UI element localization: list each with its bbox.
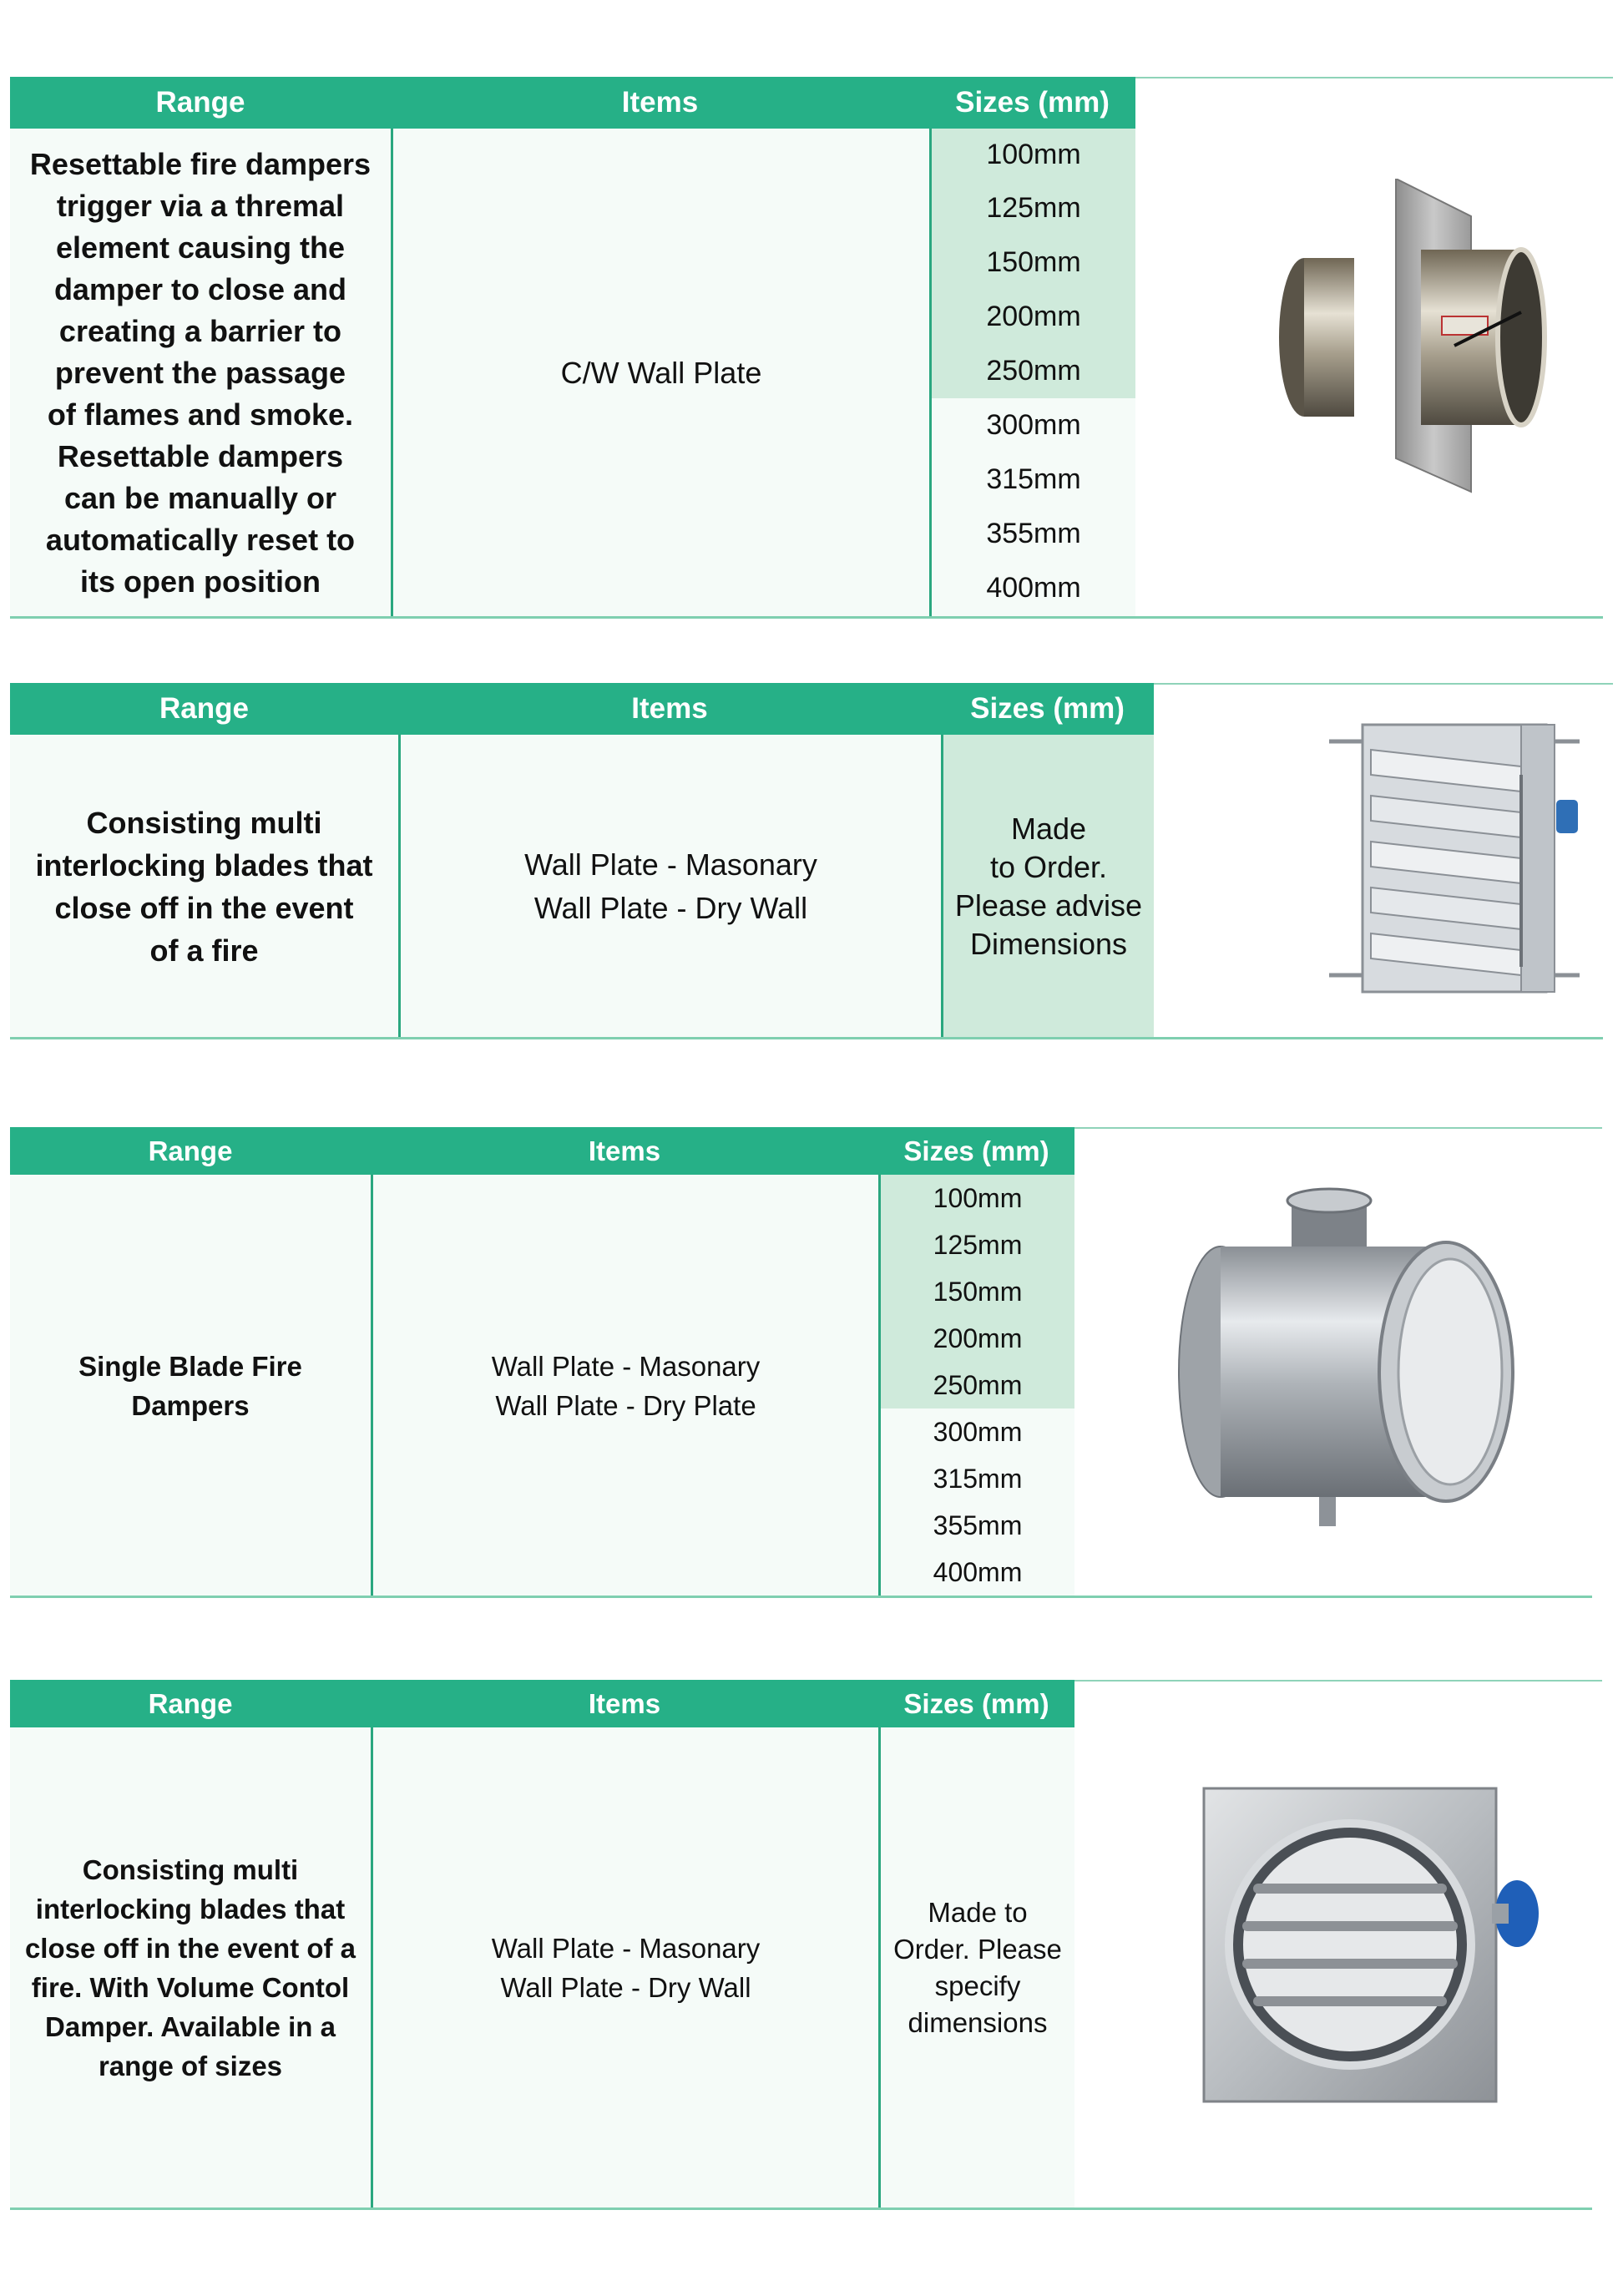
table-3-items-cell: [371, 1175, 878, 1596]
table-2-sizes-cell: [941, 735, 1154, 1038]
rectangular-multi-blade-fire-damper: [1329, 716, 1596, 1004]
table-4-top-rule: [1074, 1680, 1602, 1682]
size-item: 125mm: [881, 1221, 1074, 1268]
table-4-sizes-text: Made to Order. Please specify dimensions: [893, 1897, 1062, 2038]
table-2-top-rule: [1154, 683, 1613, 685]
table-2: [10, 683, 1613, 1040]
table-1-header-range: Range: [10, 77, 391, 129]
table-4-sizes-cell: [878, 1727, 1074, 2208]
table-3-items-text: Wall Plate - Masonary Wall Plate - Dry Plate: [491, 1350, 761, 1421]
size-item: 400mm: [933, 1556, 1023, 1587]
size-item: 355mm: [986, 518, 1081, 549]
size-item: 200mm: [881, 1315, 1074, 1362]
table-3-range-cell: [10, 1175, 371, 1596]
round-resettable-fire-damper-with-wall-plate: [1271, 179, 1555, 496]
table-3-range-text: Single Blade Fire Dampers: [78, 1350, 302, 1421]
table-4-header-range: Range: [10, 1680, 371, 1727]
size-item: 400mm: [986, 572, 1081, 604]
table-2-sizes-text: Made to Order. Please advise Dimensions: [954, 811, 1143, 961]
table-2-items-text: Wall Plate - Masonary Wall Plate - Dry Wall: [524, 847, 817, 925]
table-3-header-items: Items: [371, 1127, 878, 1175]
table-3-header-sizes: Sizes (mm): [878, 1127, 1074, 1175]
table-3-sizes-cell: [878, 1175, 1074, 1596]
table-1-items-text: C/W Wall Plate: [560, 356, 762, 390]
table-1-range-cell: [10, 129, 391, 618]
size-item: 200mm: [932, 290, 1135, 344]
table-3-header-range: Range: [10, 1127, 371, 1175]
table-1-range-text: Resettable fire dampers trigger via a thremal element causing the damper to close and creating a barrier to prevent the passage of flames and smoke. Resettable dampers can be manually or automatically reset to its open position: [29, 147, 372, 599]
table-1-bottom-rule: [10, 616, 1603, 619]
size-item: 150mm: [881, 1268, 1074, 1315]
table-2-header-range: Range: [10, 683, 398, 735]
table-2-bottom-rule: [10, 1037, 1603, 1039]
size-item: 100mm: [881, 1175, 1074, 1221]
size-item: 150mm: [932, 235, 1135, 290]
table-4-range-text: Consisting multi interlocking blades that close off in the event of a fire. With Volume Contol Damper. Available in a range of sizes: [24, 1854, 356, 2081]
table-3: [10, 1127, 1613, 1600]
table-2-range-cell: [10, 735, 398, 1038]
table-4-range-cell: [10, 1727, 371, 2208]
table-2-header-sizes: Sizes (mm): [941, 683, 1154, 735]
table-4-items-text: Wall Plate - Masonary Wall Plate - Dry Wall: [491, 1933, 761, 2003]
size-item: 125mm: [932, 181, 1135, 235]
square-plate-multi-blade-round-damper: [1187, 1780, 1546, 2114]
table-4-bottom-rule: [10, 2207, 1592, 2210]
table-1-header-items: Items: [391, 77, 929, 129]
table-4-header-sizes: Sizes (mm): [878, 1680, 1074, 1727]
table-1: [10, 77, 1613, 620]
table-4-header-items: Items: [371, 1680, 878, 1727]
table-3-top-rule: [1074, 1127, 1602, 1129]
size-item: 315mm: [933, 1463, 1023, 1494]
size-item: 100mm: [932, 129, 1135, 181]
table-2-items-cell: [398, 735, 941, 1038]
size-item: 300mm: [986, 409, 1081, 441]
table-4-items-cell: [371, 1727, 878, 2208]
table-1-header-sizes: Sizes (mm): [929, 77, 1135, 129]
table-2-range-text: Consisting multi interlocking blades that close off in the event of a fire: [35, 805, 373, 968]
size-item: 250mm: [932, 344, 1135, 398]
size-item: 250mm: [881, 1362, 1074, 1408]
size-item: 300mm: [933, 1416, 1023, 1447]
table-1-top-rule: [1135, 77, 1613, 78]
table-3-bottom-rule: [10, 1596, 1592, 1598]
table-2-header-items: Items: [398, 683, 941, 735]
table-4: [10, 1680, 1613, 2211]
size-item: 355mm: [933, 1510, 1023, 1540]
table-1-sizes-cell: [929, 129, 1135, 618]
single-blade-round-fire-damper: [1170, 1184, 1529, 1543]
size-item: 315mm: [986, 463, 1081, 495]
table-1-items-cell: [391, 129, 929, 618]
